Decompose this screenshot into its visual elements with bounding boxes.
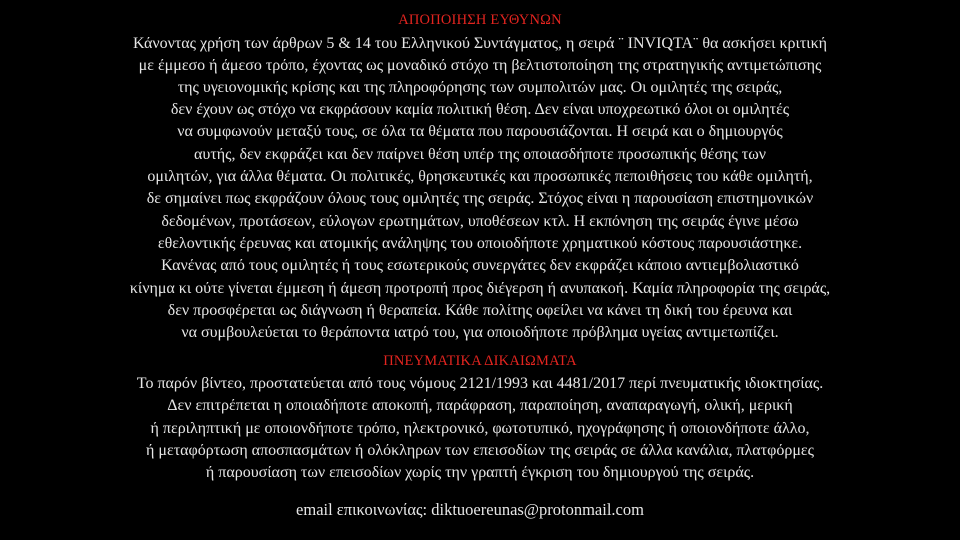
disclaimer-line: δεν προσφέρεται ως διάγνωση ή θεραπεία. Κάθε πολίτης οφείλει να κάνει τη δική του έρευνα και: [167, 302, 793, 319]
copyright-title: ΠΝΕΥΜΑΤΙΚΑ ΔΙΚΑΙΩΜΑΤΑ: [383, 353, 577, 369]
copyright-line: Δεν επιτρέπεται η οποιαδήποτε αποκοπή, παράφραση, παραποίηση, αναπαραγωγή, ολική, μερική: [167, 397, 793, 414]
disclaimer-line: να συμφωνούν μεταξύ τους, σε όλα τα θέματα που παρουσιάζονται. Η σειρά και ο δημιουργός: [177, 123, 783, 140]
copyright-line: ή παρουσίαση των επεισοδίων χωρίς την γραπτή έγκριση του δημιουργού της σειράς.: [205, 464, 755, 481]
copyright-line: Το παρόν βίντεο, προστατεύεται από τους νόμους 2121/1993 και 4481/2017 περί πνευματικής ιδιοκτησίας.: [136, 375, 824, 392]
disclaimer-line: Κάνοντας χρήση των άρθρων 5 & 14 του Ελληνικού Συντάγματος, η σειρά ¨ INVIQTA¨ θα ασκήσει κριτική: [133, 35, 827, 52]
copyright-line: ή μεταφόρτωση αποσπασμάτων ή ολόκληρων των επεισοδίων της σειράς σε άλλα κανάλια, πλατφόρμες: [146, 442, 814, 459]
disclaimer-line: δεν έχουν ως στόχο να εκφράσουν καμία πολιτική θέση. Δεν είναι υποχρεωτικό όλοι οι ομιλητές: [170, 101, 790, 118]
disclaimer-line: αυτής, δεν εκφράζει και δεν παίρνει θέση υπέρ της οποιασδήποτε προσωπικής θέσης των: [194, 146, 766, 163]
disclaimer-line: δεδομένων, προτάσεων, εύλογων ερωτημάτων, υποθέσεων κτλ. Η εκπόνηση της σειράς έγινε μέσω: [161, 213, 799, 230]
disclaimer-line: να συμβουλεύεται το θεράποντα ιατρό του, για οποιοδήποτε πρόβλημα υγείας αντιμετωπίζει.: [181, 324, 779, 341]
disclaimer-line: με έμμεσο ή άμεσο τρόπο, έχοντας ως μοναδικό στόχο τη βελτιστοποίηση της στρατηγικής αντιμετώπισης: [138, 57, 822, 74]
disclaimer-line: δε σημαίνει πως εκφράζουν όλους τους ομιλητές της σειράς. Στόχος είναι η παρουσίαση επιστημονικών: [146, 190, 814, 207]
disclaimer-title: ΑΠΟΠΟΙΗΣΗ ΕΥΘΥΝΩΝ: [398, 12, 562, 28]
copyright-line: ή περιληπτική με οποιονδήποτε τρόπο, ηλεκτρονικό, φωτοτυπικό, ηχογράφησης ή οποιονδήποτε άλλο,: [150, 420, 810, 437]
disclaimer-line: εθελοντικής έρευνας και ατομικής ανάληψης του οποιοδήποτε χρηματικού κόστους παρουσιάστηκε.: [157, 235, 803, 252]
disclaimer-line: ομιλητών, για άλλα θέματα. Οι πολιτικές, θρησκευτικές και προσωπικές πεποιθήσεις του κάθε ομιλητή,: [147, 168, 813, 185]
disclaimer-line: κίνημα κι ούτε γίνεται έμμεση ή άμεση προτροπή προς διέγερση ή ανυπακοή. Καμία πληροφορία της σειράς,: [129, 280, 831, 297]
disclaimer-line: Κανένας από τους ομιλητές ή τους εσωτερικούς συνεργάτες δεν εκφράζει κάποιο αντιεμβολιαστικό: [161, 257, 799, 274]
contact-email: email επικοινωνίας: diktuoereunas@protonmail.com: [296, 500, 644, 519]
disclaimer-line: της υγειονομικής κρίσης και της πληροφόρησης των συμπολιτών μας. Οι ομιλητές της σειράς,: [177, 79, 783, 96]
